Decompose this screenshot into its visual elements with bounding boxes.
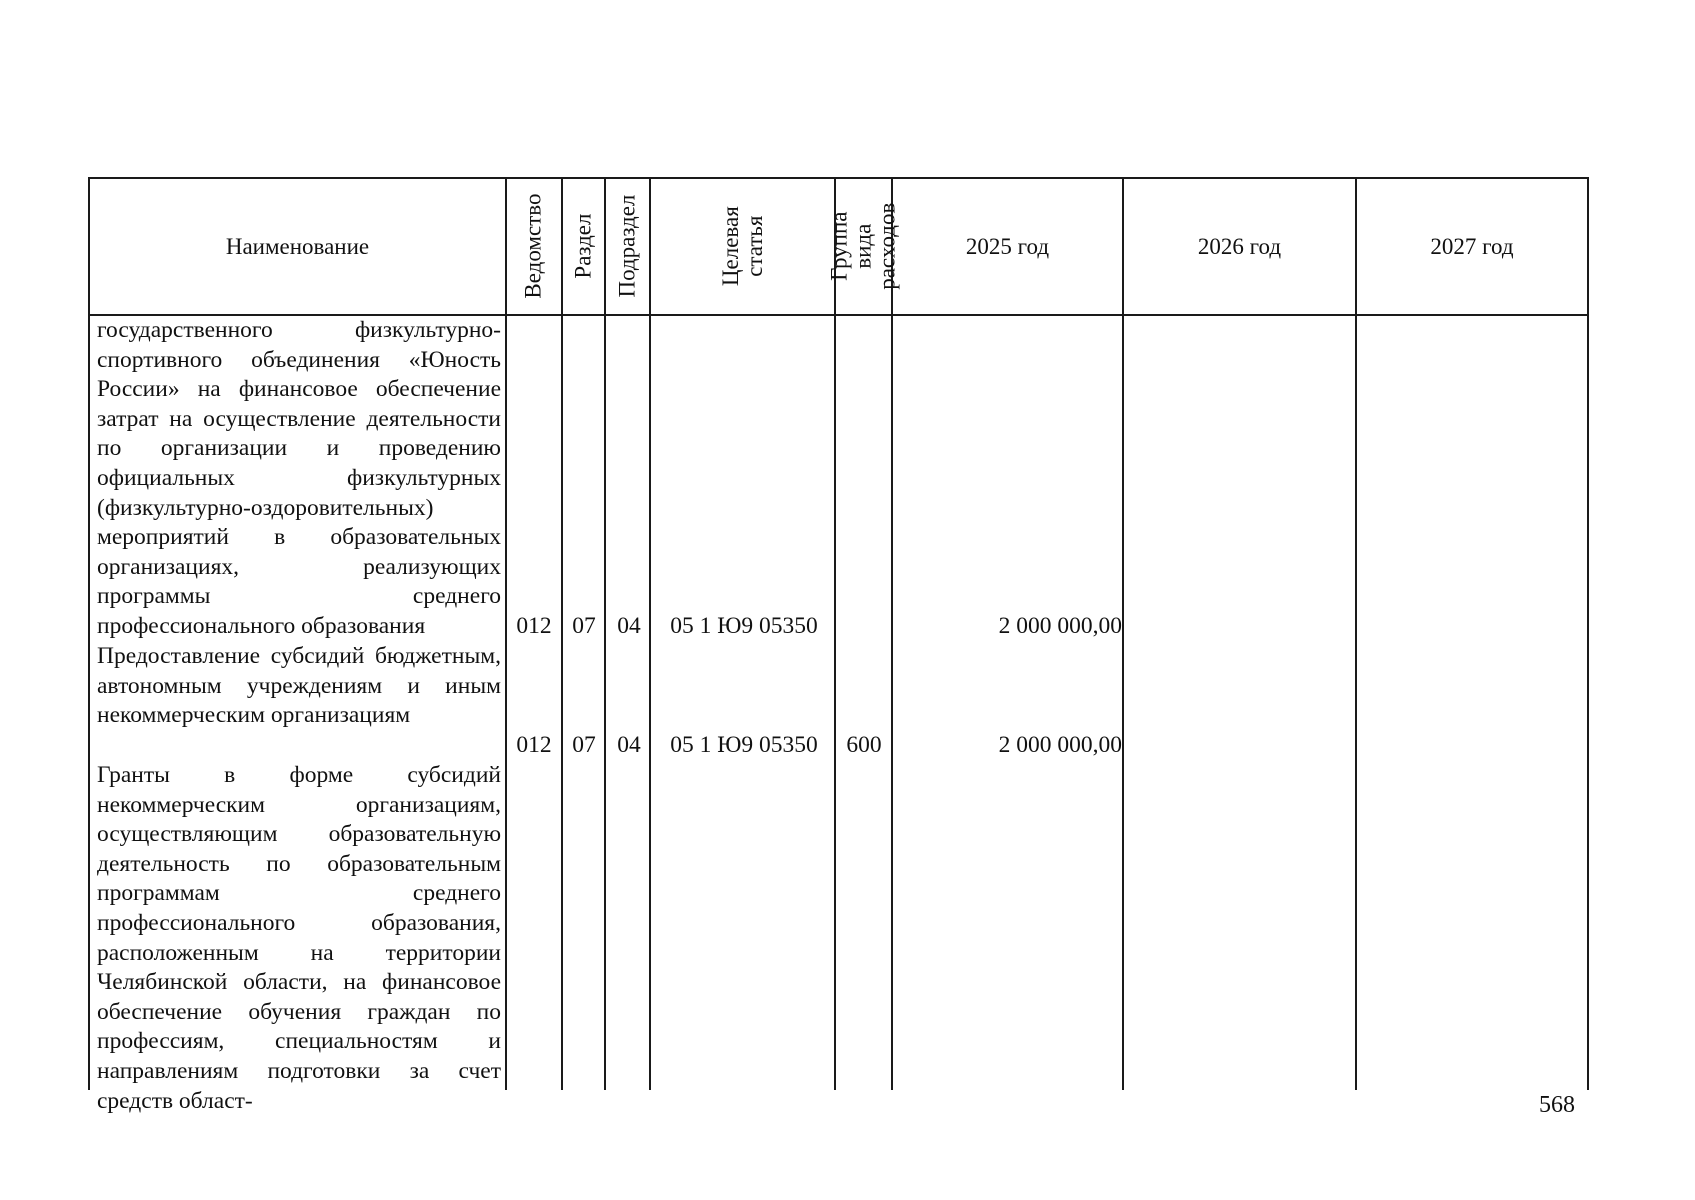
row-3-name: Гранты в форме субсидий некоммерческим организациям, осуществляющим образовательную деятельность по образовательным программам среднего профессионального образования, расположенным на территории Челябинской области, на финансовое обеспечение обучения граждан по профессиям, специальностям и направлениям подготовки за счет средств област- <box>97 762 501 1114</box>
header-2025: 2025 год <box>965 233 1050 259</box>
row-2-name: Предоставление субсидий бюджетным, автономным учреждениям и иным некоммерческим организациям <box>97 643 501 729</box>
header-podrazdel: Подраздел <box>614 195 640 298</box>
header-name: Наименование <box>225 233 370 259</box>
row-1-name: государственного физкультурно-спортивного объединения «Юность России» на финансовое обеспечение затрат на осуществление деятельности по организации и проведению официальных физкультурных (физкультурно-оздоровительных) мероприятий в образовательных организациях, реализующих программы среднего профессионального образования <box>97 317 501 639</box>
row-1-razdel: 07 <box>572 613 596 639</box>
row-1-podrazdel: 04 <box>617 613 641 639</box>
header-2026: 2026 год <box>1197 233 1282 259</box>
row-2-razdel: 07 <box>572 732 596 758</box>
header-celevaya: Целевая статья <box>717 206 767 287</box>
header-vedomstvo: Ведомство <box>520 193 546 300</box>
table-right-border <box>1587 177 1589 1090</box>
row-1-vedomstvo: 012 <box>516 613 552 639</box>
header-gruppa: Группа вида расходов <box>826 202 900 291</box>
row-1-celevaya: 05 1 Ю9 05350 <box>670 613 818 639</box>
page-number: 568 <box>1539 1092 1575 1118</box>
row-2-gruppa: 600 <box>846 732 882 758</box>
row-2-celevaya: 05 1 Ю9 05350 <box>670 732 818 758</box>
row-2-vedomstvo: 012 <box>516 732 552 758</box>
header-razdel: Раздел <box>570 213 596 280</box>
row-1-2025: 2 000 000,00 <box>998 613 1122 639</box>
row-2-2025: 2 000 000,00 <box>998 732 1122 758</box>
row-2-podrazdel: 04 <box>617 732 641 758</box>
header-2027: 2027 год <box>1430 233 1514 259</box>
